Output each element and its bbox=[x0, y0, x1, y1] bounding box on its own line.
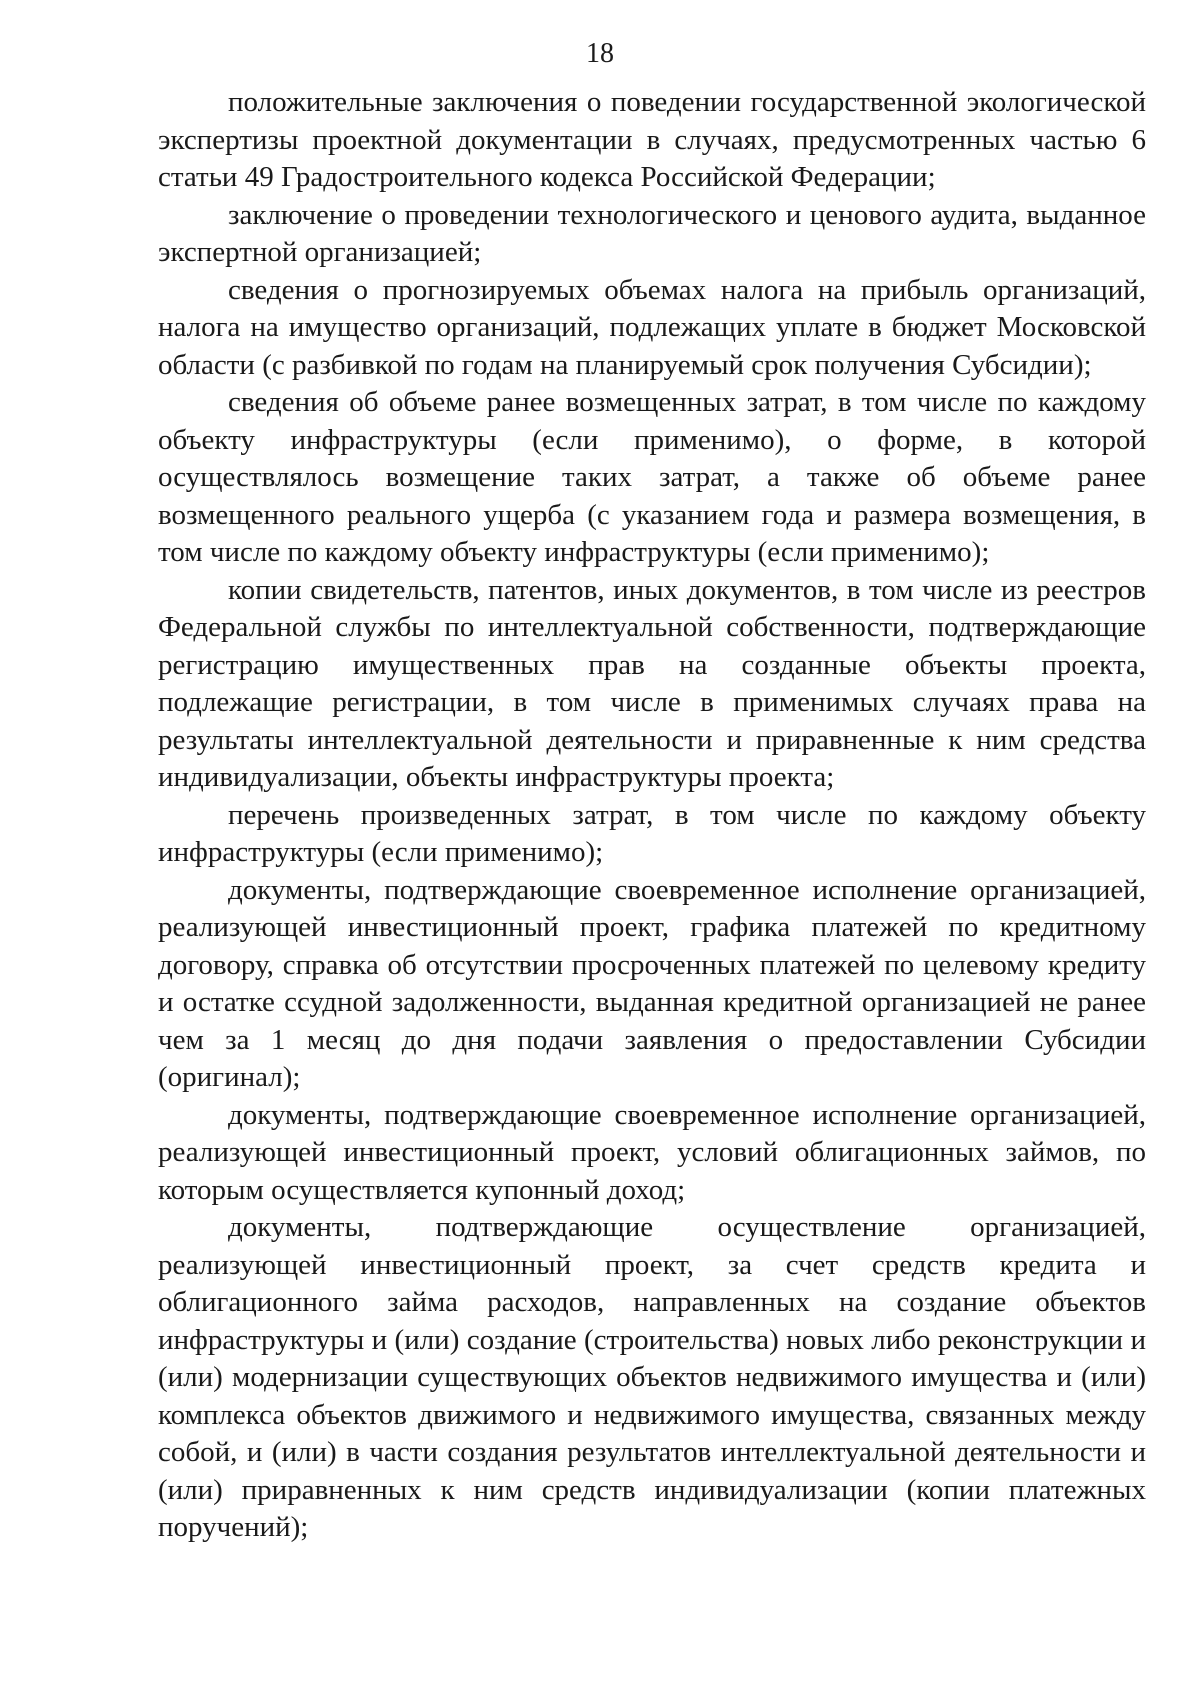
page-number: 18 bbox=[586, 38, 614, 69]
paragraph-technology-audit: заключение о проведении технологического и ценового аудита, выданное экспертной организацией; bbox=[158, 198, 1146, 268]
paragraph-ecological-expertise: положительные заключения о поведении государственной экологической экспертизы проектной документации в случаях, предусмотренных частью 6 статьи 49 Градостроительного кодекса Российской Федерации; bbox=[158, 86, 1146, 193]
paragraph-expenses-confirmation: документы, подтверждающие осуществление организацией, реализующей инвестиционный проект, за счет средств кредита и облигационного займа расходов, направленных на создание объектов инфраструктуры и (или) создание (строительства) новых либо реконструкции и (или) модернизации существующих объектов недвижимого имущества и (или) комплекса объектов движимого и недвижимого имущества, связанных между собой, и (или) в части создания результатов интеллектуальной деятельности и (или) приравненных к ним средств индивидуализации (копии платежных поручений); bbox=[158, 1211, 1146, 1543]
paragraph-certificates-patents: копии свидетельств, патентов, иных документов, в том числе из реестров Федеральной службы по интеллектуальной собственности, подтверждающие регистрацию имущественных прав на созданные объекты проекта, подлежащие регистрации, в том числе в применимых случаях права на результаты интеллектуальной деятельности и приравненные к ним средства индивидуализации, объекты инфраструктуры проекта; bbox=[158, 573, 1146, 793]
paragraph-bond-conditions: документы, подтверждающие своевременное исполнение организацией, реализующей инвестиционный проект, условий облигационных займов, по которым осуществляется купонный доход; bbox=[158, 1098, 1146, 1206]
document-body bbox=[158, 84, 1146, 1547]
paragraph-costs-list: перечень произведенных затрат, в том числе по каждому объекту инфраструктуры (если применимо); bbox=[158, 798, 1146, 868]
paragraph-reimbursed-costs: сведения об объеме ранее возмещенных затрат, в том числе по каждому объекту инфраструктуры (если применимо), о форме, в которой осуществлялось возмещение таких затрат, а также об объеме ранее возмещенного реального ущерба (с указанием года и размера возмещения, в том числе по каждому объекту инфраструктуры (если применимо); bbox=[158, 386, 1146, 568]
paragraph-loan-payments: документы, подтверждающие своевременное исполнение организацией, реализующей инвестиционный проект, графика платежей по кредитному договору, справка об отсутствии просроченных платежей по целевому кредиту и остатке ссудной задолженности, выданная кредитной организацией не ранее чем за 1 месяц до дня подачи заявления о предоставлении Субсидии (оригинал); bbox=[158, 873, 1146, 1093]
paragraph-tax-forecast: сведения о прогнозируемых объемах налога на прибыль организаций, налога на имущество организаций, подлежащих уплате в бюджет Московской области (с разбивкой по годам на планируемый срок получения Субсидии); bbox=[158, 273, 1146, 381]
